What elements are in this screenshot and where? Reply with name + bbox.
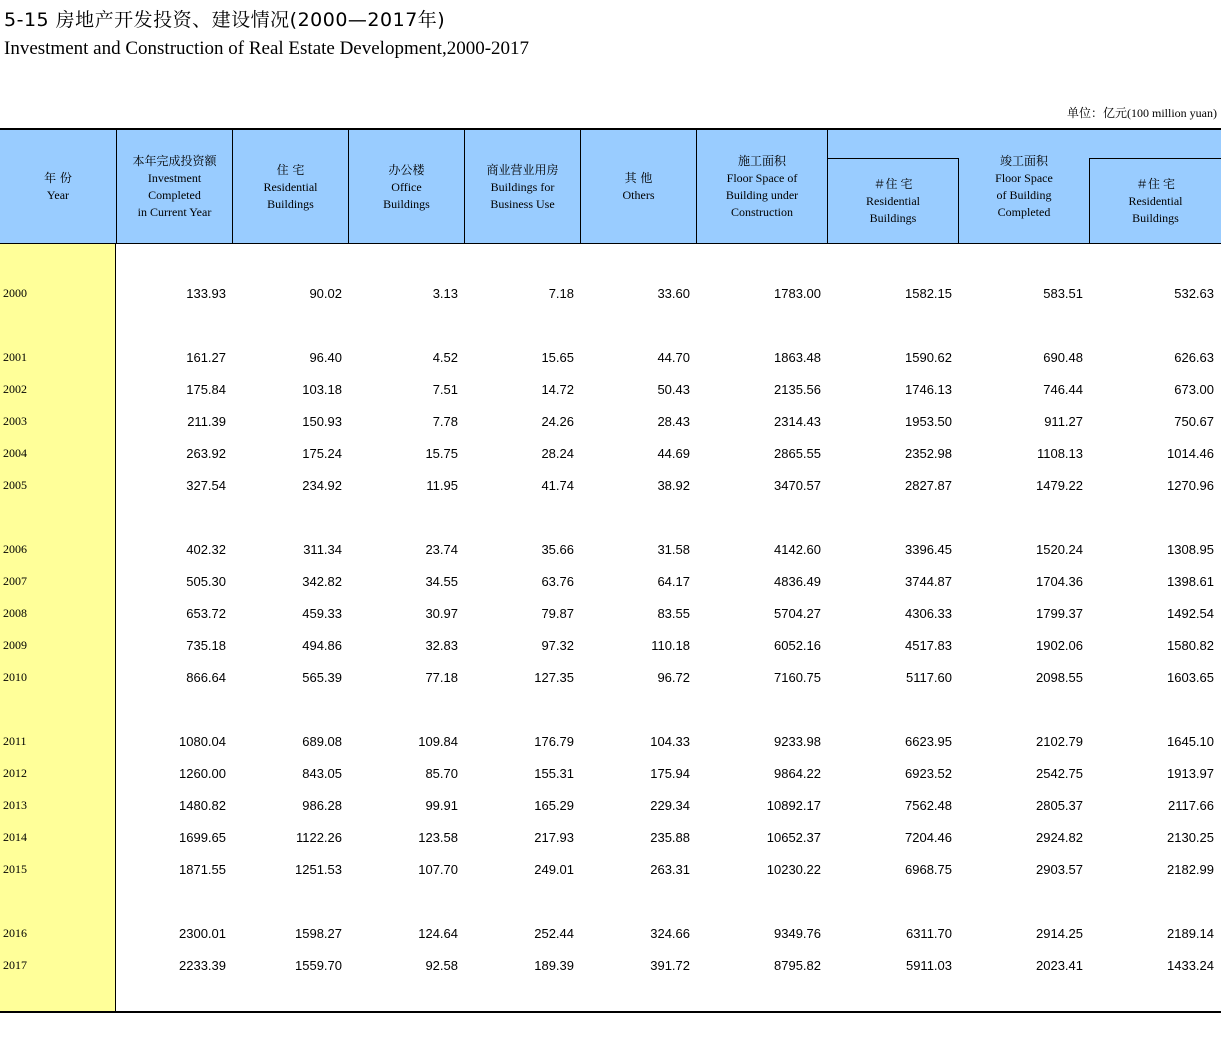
header-residential: 住 宅 Residential Buildings (233, 130, 349, 244)
cell-value: 175.24 (302, 446, 342, 461)
cell-value: 175.84 (186, 382, 226, 397)
table-row (0, 830, 1221, 846)
table-row (0, 926, 1221, 942)
cell-value: 2352.98 (905, 446, 952, 461)
cell-value: 2130.25 (1167, 830, 1214, 845)
cell-value: 107.70 (418, 862, 458, 877)
cell-value: 746.44 (1043, 382, 1083, 397)
cell-value: 44.70 (657, 350, 690, 365)
cell-value: 217.93 (534, 830, 574, 845)
cell-value: 2102.79 (1036, 734, 1083, 749)
cell-value: 1913.97 (1167, 766, 1214, 781)
cell-value: 750.67 (1174, 414, 1214, 429)
cell-value: 263.92 (186, 446, 226, 461)
cell-value: 505.30 (186, 574, 226, 589)
table-row (0, 286, 1221, 302)
cell-value: 41.74 (541, 478, 574, 493)
cell-value: 124.64 (418, 926, 458, 941)
cell-value: 1014.46 (1167, 446, 1214, 461)
cell-value: 79.87 (541, 606, 574, 621)
row-year: 2009 (3, 638, 27, 652)
page-title-en: Investment and Construction of Real Estate Development,2000-2017 (4, 38, 530, 59)
cell-value: 155.31 (534, 766, 574, 781)
cell-value: 1479.22 (1036, 478, 1083, 493)
cell-value: 123.58 (418, 830, 458, 845)
cell-value: 690.48 (1043, 350, 1083, 365)
header-floor-under-residential: ＃住 宅 Residential Buildings (827, 158, 959, 244)
cell-value: 32.83 (425, 638, 458, 653)
cell-value: 235.88 (650, 830, 690, 845)
cell-value: 24.26 (541, 414, 574, 429)
cell-value: 15.65 (541, 350, 574, 365)
table-row (0, 574, 1221, 590)
table-row (0, 766, 1221, 782)
cell-value: 689.08 (302, 734, 342, 749)
row-year: 2006 (3, 542, 27, 556)
cell-value: 1704.36 (1036, 574, 1083, 589)
cell-value: 85.70 (425, 766, 458, 781)
cell-value: 11.95 (426, 478, 458, 493)
cell-value: 23.74 (425, 542, 458, 557)
cell-value: 63.76 (541, 574, 574, 589)
cell-value: 1122.26 (295, 830, 342, 845)
cell-value: 7160.75 (774, 670, 821, 685)
cell-value: 249.01 (534, 862, 574, 877)
header-investment: 本年完成投资额 Investment Completed in Current Year (117, 130, 233, 244)
row-year: 2013 (3, 798, 27, 812)
header-floor-completed-residential: ＃住 宅 Residential Buildings (1089, 158, 1221, 244)
header-business: 商业营业用房 Buildings for Business Use (465, 130, 581, 244)
cell-value: 391.72 (650, 958, 690, 973)
cell-value: 83.55 (657, 606, 690, 621)
cell-value: 28.43 (657, 414, 690, 429)
cell-value: 28.24 (541, 446, 574, 461)
cell-value: 1480.82 (179, 798, 226, 813)
cell-value: 30.97 (425, 606, 458, 621)
cell-value: 7.51 (432, 382, 458, 397)
cell-value: 1598.27 (295, 926, 342, 941)
table-row (0, 670, 1221, 686)
cell-value: 127.35 (534, 670, 574, 685)
cell-value: 532.63 (1174, 286, 1214, 301)
cell-value: 103.18 (302, 382, 342, 397)
cell-value: 7562.48 (905, 798, 952, 813)
header-others: 其 他 Others (581, 130, 697, 244)
table-row (0, 958, 1221, 974)
cell-value: 4836.49 (774, 574, 821, 589)
cell-value: 1433.24 (1167, 958, 1214, 973)
row-year: 2014 (3, 830, 27, 844)
row-year: 2010 (3, 670, 27, 684)
cell-value: 459.33 (302, 606, 342, 621)
table-bottom-rule (0, 1011, 1221, 1013)
cell-value: 3396.45 (905, 542, 952, 557)
cell-value: 2542.75 (1036, 766, 1083, 781)
header-year: 年 份 Year (0, 130, 117, 244)
cell-value: 2117.66 (1167, 798, 1214, 813)
table-row (0, 382, 1221, 398)
cell-value: 9864.22 (774, 766, 821, 781)
cell-value: 6623.95 (905, 734, 952, 749)
cell-value: 1492.54 (1167, 606, 1214, 621)
cell-value: 109.84 (418, 734, 458, 749)
cell-value: 50.43 (657, 382, 690, 397)
row-year: 2003 (3, 414, 27, 428)
cell-value: 1783.00 (774, 286, 821, 301)
cell-value: 1590.62 (905, 350, 952, 365)
cell-value: 1080.04 (179, 734, 226, 749)
cell-value: 35.66 (541, 542, 574, 557)
cell-value: 1699.65 (179, 830, 226, 845)
cell-value: 64.17 (657, 574, 690, 589)
row-year: 2017 (3, 958, 27, 972)
cell-value: 110.18 (651, 638, 690, 653)
cell-value: 133.93 (186, 286, 226, 301)
cell-value: 5704.27 (774, 606, 821, 621)
table-row (0, 606, 1221, 622)
cell-value: 1108.13 (1036, 446, 1083, 461)
table-row (0, 446, 1221, 462)
table-header (0, 128, 1221, 244)
table-row (0, 414, 1221, 430)
cell-value: 10892.17 (766, 798, 821, 813)
cell-value: 9349.76 (774, 926, 821, 941)
cell-value: 4.52 (432, 350, 458, 365)
cell-value: 99.91 (425, 798, 458, 813)
cell-value: 3744.87 (905, 574, 952, 589)
cell-value: 8795.82 (774, 958, 821, 973)
cell-value: 1902.06 (1036, 638, 1083, 653)
table-row (0, 542, 1221, 558)
cell-value: 1863.48 (774, 350, 821, 365)
row-year: 2008 (3, 606, 27, 620)
cell-value: 150.93 (302, 414, 342, 429)
cell-value: 735.18 (186, 638, 226, 653)
cell-value: 2827.87 (905, 478, 952, 493)
cell-value: 866.64 (186, 670, 226, 685)
row-year: 2001 (3, 350, 27, 364)
table-row (0, 862, 1221, 878)
table-row (0, 350, 1221, 366)
cell-value: 165.29 (534, 798, 574, 813)
cell-value: 324.66 (650, 926, 690, 941)
table-row (0, 734, 1221, 750)
cell-value: 4517.83 (905, 638, 952, 653)
header-floor-under: 施工面积 Floor Space of Building under Construction (697, 130, 828, 244)
cell-value: 7204.46 (905, 830, 952, 845)
cell-value: 229.34 (650, 798, 690, 813)
cell-value: 5117.60 (905, 670, 952, 685)
cell-value: 38.92 (657, 478, 690, 493)
cell-value: 96.72 (657, 670, 690, 685)
header-office: 办公楼 Office Buildings (349, 130, 465, 244)
cell-value: 34.55 (425, 574, 458, 589)
cell-value: 2805.37 (1036, 798, 1083, 813)
cell-value: 7.18 (548, 286, 574, 301)
cell-value: 653.72 (186, 606, 226, 621)
row-year: 2005 (3, 478, 27, 492)
cell-value: 10230.22 (766, 862, 821, 877)
cell-value: 1520.24 (1036, 542, 1083, 557)
cell-value: 2314.43 (774, 414, 821, 429)
cell-value: 1953.50 (905, 414, 952, 429)
row-year: 2012 (3, 766, 27, 780)
cell-value: 986.28 (302, 798, 342, 813)
cell-value: 31.58 (657, 542, 690, 557)
cell-value: 1799.37 (1036, 606, 1083, 621)
row-year: 2002 (3, 382, 27, 396)
cell-value: 3.13 (432, 286, 458, 301)
cell-value: 327.54 (186, 478, 226, 493)
row-year: 2000 (3, 286, 27, 300)
cell-value: 1603.65 (1167, 670, 1214, 685)
cell-value: 1746.13 (905, 382, 952, 397)
cell-value: 583.51 (1043, 286, 1083, 301)
cell-value: 10652.37 (766, 830, 821, 845)
cell-value: 1582.15 (905, 286, 952, 301)
cell-value: 673.00 (1174, 382, 1214, 397)
table-row (0, 798, 1221, 814)
cell-value: 402.32 (186, 542, 226, 557)
cell-value: 175.94 (650, 766, 690, 781)
cell-value: 6923.52 (905, 766, 952, 781)
row-year: 2015 (3, 862, 27, 876)
cell-value: 911.27 (1044, 414, 1083, 429)
cell-value: 626.63 (1174, 350, 1214, 365)
cell-value: 33.60 (657, 286, 690, 301)
cell-value: 5911.03 (905, 958, 952, 973)
cell-value: 2135.56 (774, 382, 821, 397)
cell-value: 1260.00 (179, 766, 226, 781)
cell-value: 77.18 (425, 670, 458, 685)
cell-value: 2914.25 (1036, 926, 1083, 941)
cell-value: 1270.96 (1167, 478, 1214, 493)
row-year: 2016 (3, 926, 27, 940)
cell-value: 4306.33 (905, 606, 952, 621)
cell-value: 6311.70 (905, 926, 952, 941)
cell-value: 97.32 (541, 638, 574, 653)
cell-value: 2903.57 (1036, 862, 1083, 877)
cell-value: 263.31 (650, 862, 690, 877)
cell-value: 234.92 (302, 478, 342, 493)
cell-value: 9233.98 (774, 734, 821, 749)
cell-value: 176.79 (534, 734, 574, 749)
cell-value: 104.33 (650, 734, 690, 749)
cell-value: 2023.41 (1036, 958, 1083, 973)
table-row (0, 478, 1221, 494)
cell-value: 311.34 (303, 542, 342, 557)
cell-value: 96.40 (309, 350, 342, 365)
cell-value: 1251.53 (295, 862, 342, 877)
cell-value: 1580.82 (1167, 638, 1214, 653)
cell-value: 252.44 (534, 926, 574, 941)
cell-value: 2098.55 (1036, 670, 1083, 685)
cell-value: 2182.99 (1167, 862, 1214, 877)
cell-value: 1645.10 (1167, 734, 1214, 749)
cell-value: 1398.61 (1167, 574, 1214, 589)
cell-value: 90.02 (309, 286, 342, 301)
cell-value: 565.39 (302, 670, 342, 685)
row-year: 2011 (3, 734, 27, 748)
cell-value: 2924.82 (1036, 830, 1083, 845)
cell-value: 843.05 (302, 766, 342, 781)
cell-value: 189.39 (534, 958, 574, 973)
cell-value: 3470.57 (774, 478, 821, 493)
cell-value: 2865.55 (774, 446, 821, 461)
header-floor-completed: 竣工面积 Floor Space of Building Completed (995, 154, 1053, 219)
cell-value: 1308.95 (1167, 542, 1214, 557)
unit-label: 单位：亿元(100 million yuan) (1067, 106, 1217, 120)
cell-value: 44.69 (657, 446, 690, 461)
cell-value: 6968.75 (905, 862, 952, 877)
cell-value: 7.78 (432, 414, 458, 429)
page-title-cn: 5-15 房地产开发投资、建设情况(2000—2017年) (4, 9, 446, 31)
cell-value: 4142.60 (774, 542, 821, 557)
cell-value: 2300.01 (179, 926, 226, 941)
cell-value: 161.27 (186, 350, 226, 365)
cell-value: 494.86 (302, 638, 342, 653)
cell-value: 211.39 (187, 414, 226, 429)
cell-value: 15.75 (425, 446, 458, 461)
cell-value: 14.72 (541, 382, 574, 397)
cell-value: 1559.70 (295, 958, 342, 973)
cell-value: 342.82 (302, 574, 342, 589)
cell-value: 6052.16 (774, 638, 821, 653)
row-year: 2004 (3, 446, 27, 460)
row-year: 2007 (3, 574, 27, 588)
cell-value: 2233.39 (179, 958, 226, 973)
table-row (0, 638, 1221, 654)
cell-value: 92.58 (425, 958, 458, 973)
cell-value: 2189.14 (1167, 926, 1214, 941)
cell-value: 1871.55 (179, 862, 226, 877)
